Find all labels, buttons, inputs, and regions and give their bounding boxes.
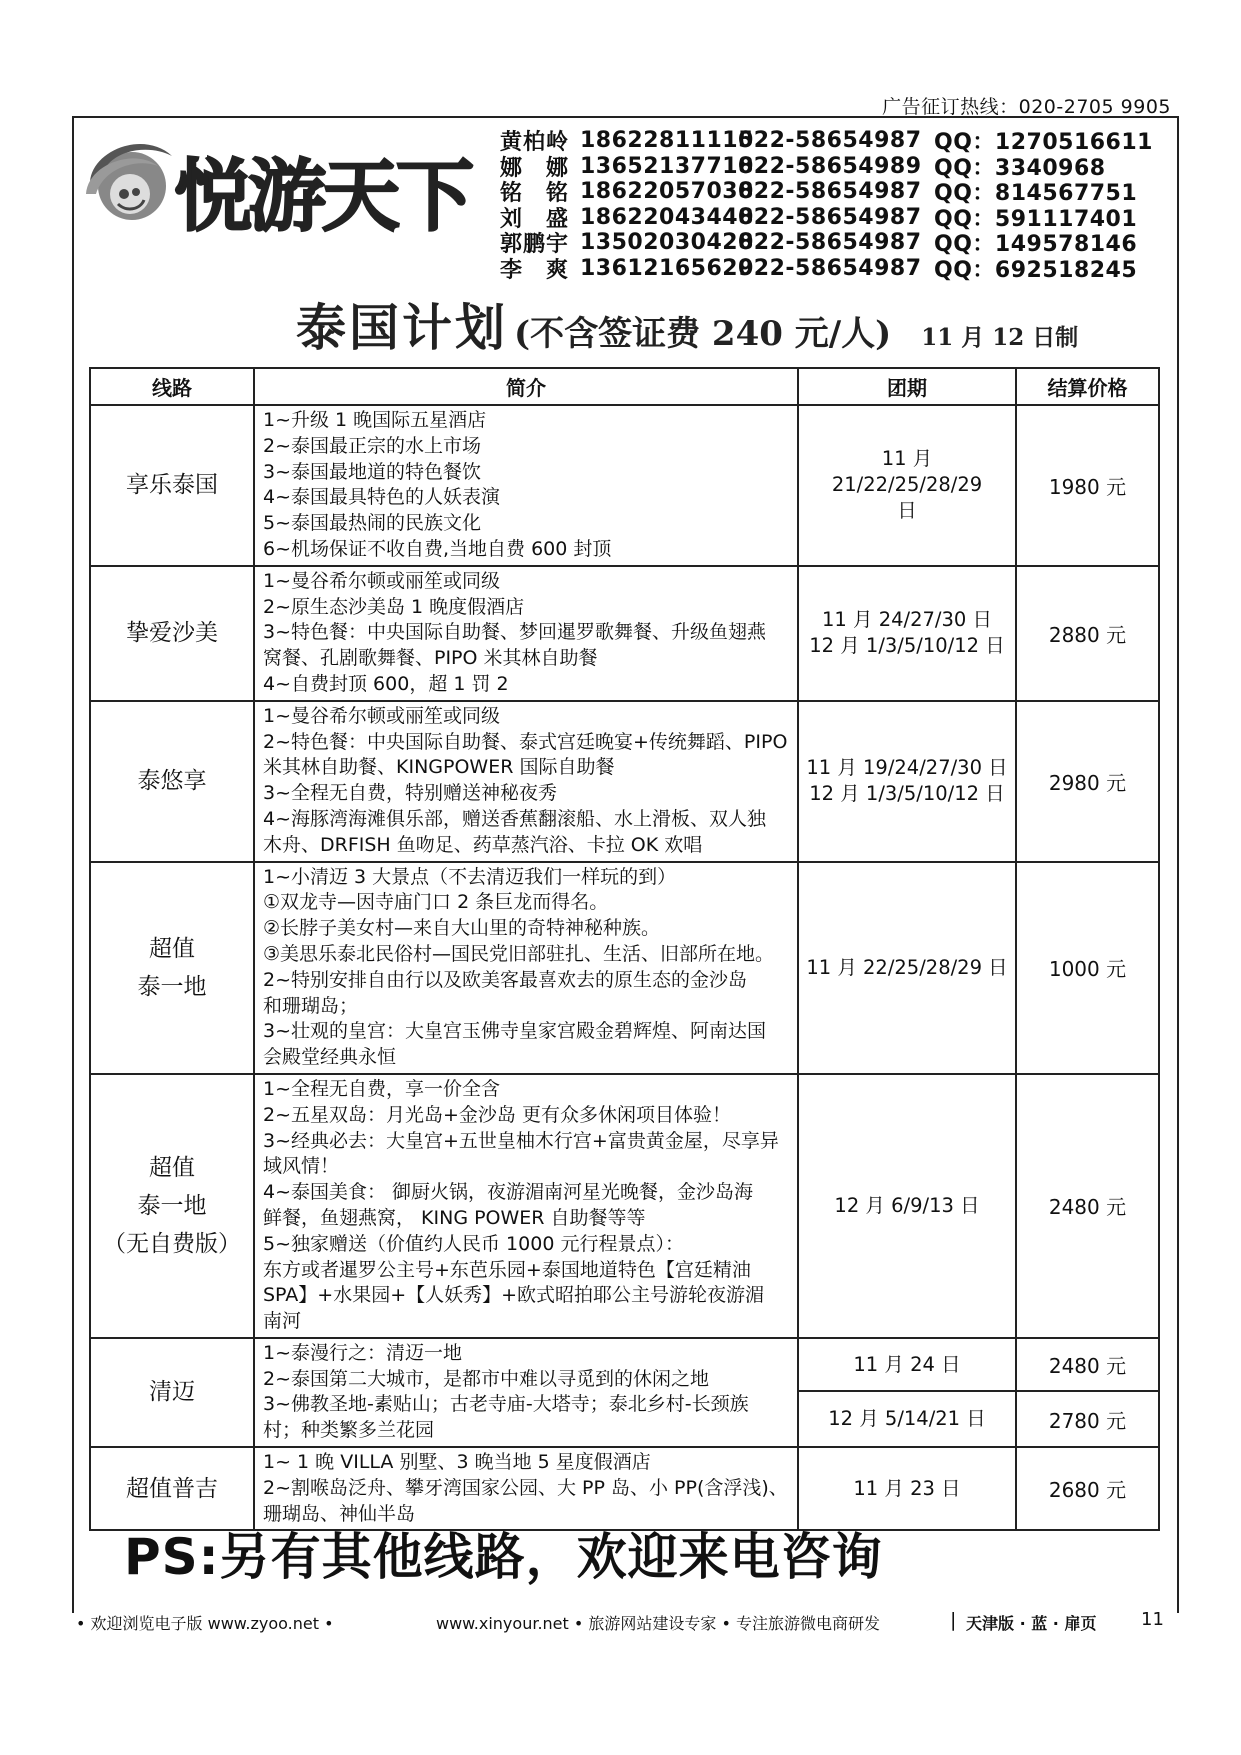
route-dates: 12 月 5/14/21 日 xyxy=(798,1391,1016,1447)
contact-qq: QQ：3340968 xyxy=(934,155,1106,181)
contact-qq: QQ：1270516611 xyxy=(934,130,1153,156)
contact-name: 黄柏岭 xyxy=(500,130,570,156)
contact-name: 铭 铭 xyxy=(500,181,570,207)
contact-mobile: 13502030428 xyxy=(580,230,754,256)
title-date: 11 月 12 日制 xyxy=(921,324,1079,351)
page-title xyxy=(296,288,1166,360)
header-route: 线路 xyxy=(90,368,254,405)
contact-row xyxy=(500,128,1170,154)
route-name: 超值 泰一地 （无自费版） xyxy=(90,1074,254,1338)
contact-row xyxy=(500,205,1170,231)
contact-tel: 022-58654989 xyxy=(738,153,922,179)
tour-plan-table xyxy=(89,367,1160,1531)
contact-mobile: 18622811115 xyxy=(580,128,754,154)
route-price: 2680 元 xyxy=(1016,1447,1159,1530)
route-dates: 11 月 24/27/30 日 12 月 1/3/5/10/12 日 xyxy=(798,566,1016,701)
route-price: 2980 元 xyxy=(1016,701,1159,862)
route-price: 1000 元 xyxy=(1016,862,1159,1074)
logo-text: 悦游天下 xyxy=(174,151,471,242)
contact-mobile: 18622043448 xyxy=(580,204,754,230)
route-name: 超值普吉 xyxy=(90,1447,254,1530)
header-price: 结算价格 xyxy=(1016,368,1159,405)
title-visa-note: (不含签证费 240 元/人) xyxy=(514,314,892,354)
table-row xyxy=(90,405,1159,566)
footer-site-link[interactable]: www.xinyour.net • 旅游网站建设专家 • 专注旅游微电商研发 xyxy=(436,1614,881,1633)
frame-left-border xyxy=(72,116,74,1613)
contact-qq: QQ：692518245 xyxy=(934,257,1138,283)
contact-tel: 022-58654987 xyxy=(738,255,922,281)
route-price: 2480 元 xyxy=(1016,1074,1159,1338)
contact-name: 郭鹏宇 xyxy=(500,232,570,258)
table-row xyxy=(90,566,1159,701)
route-name: 挚爱沙美 xyxy=(90,566,254,701)
contact-qq: QQ：814567751 xyxy=(934,181,1138,207)
contact-name: 李 爽 xyxy=(500,257,570,283)
contact-qq: QQ：149578146 xyxy=(934,232,1138,258)
contact-name: 娜 娜 xyxy=(500,155,570,181)
ad-hotline: 广告征订热线：020-2705 9905 xyxy=(882,96,1171,118)
contact-row xyxy=(500,179,1170,205)
contact-row xyxy=(500,154,1170,180)
route-price: 2880 元 xyxy=(1016,566,1159,701)
globe-swirl-icon xyxy=(82,134,178,230)
route-dates: 11 月 19/24/27/30 日 12 月 1/3/5/10/12 日 xyxy=(798,701,1016,862)
route-price: 2780 元 xyxy=(1016,1391,1159,1447)
route-intro: 1~小清迈 3 大景点（不去清迈我们一样玩的到） ①双龙寺—因寺庙门口 2 条巨龙而得名。 ②长脖子美女村—来自大山里的奇特神秘种族。 ③美思乐泰北民俗村—国民党旧部驻扎、生活、旧部所在地。 2~特别安排自由行以及欧美客最喜欢去的原生态的金沙岛 和珊瑚岛； 3~壮观的皇宫：大皇宫玉佛寺皇家宫殿金碧辉煌、阿南达国 会殿堂经典永恒 xyxy=(254,862,798,1074)
contact-name: 刘 盛 xyxy=(500,206,570,232)
page-footer xyxy=(0,1611,1241,1639)
footer-edition: 天津版 · 蓝 · 扉页 xyxy=(966,1614,1097,1633)
route-intro: 1~泰漫行之：清迈一地 2~泰国第二大城市，是都市中难以寻觅到的休闲之地 3~佛教圣地-素贴山；古老寺庙-大塔寺；泰北乡村-长颈族 村；种类繁多兰花园 xyxy=(254,1338,798,1447)
route-price: 2480 元 xyxy=(1016,1338,1159,1392)
brand-logo xyxy=(82,128,492,248)
route-dates: 11 月 24 日 xyxy=(798,1338,1016,1392)
contact-mobile: 13652137718 xyxy=(580,153,754,179)
contact-tel: 022-58654987 xyxy=(738,230,922,256)
route-dates: 11 月 22/25/28/29 日 xyxy=(798,862,1016,1074)
table-row xyxy=(90,1338,1159,1392)
footer-separator: | xyxy=(950,1609,957,1631)
contact-tel: 022-58654987 xyxy=(738,128,922,154)
route-intro: 1~全程无自费，享一价全含 2~五星双岛：月光岛+金沙岛 更有众多休闲项目体验！ 3~经典必去：大皇宫+五世皇柚木行宫+富贵黄金屋，尽享异 域风情！ 4~泰国美食： 御厨火锅，夜游湄南河星光晚餐，金沙岛海 鲜餐，鱼翅燕窝， KING POWER 自助餐等等 5~独家赠送（价值约人民币 1000 元行程景点）： 东方或者暹罗公主号+东芭乐园+泰国地道特色【宫廷精油 SPA】+水果园+【人妖秀】+欧式昭拍耶公主号游轮夜游湄 南河 xyxy=(254,1074,798,1338)
frame-right-border xyxy=(1177,116,1179,1613)
route-dates: 11 月 23 日 xyxy=(798,1447,1016,1530)
ps-note: PS:另有其他线路，欢迎来电咨询 xyxy=(124,1528,883,1586)
route-intro: 1~ 1 晚 VILLA 别墅、3 晚当地 5 星度假酒店 2~割喉岛泛舟、攀牙湾国家公园、大 PP 岛、小 PP(含浮浅)、 珊瑚岛、神仙半岛 xyxy=(254,1447,798,1530)
route-intro: 1~升级 1 晚国际五星酒店 2~泰国最正宗的水上市场 3~泰国最地道的特色餐饮 4~泰国最具特色的人妖表演 5~泰国最热闹的民族文化 6~机场保证不收自费,当地自费 600 封顶 xyxy=(254,405,798,566)
route-price: 1980 元 xyxy=(1016,405,1159,566)
route-dates: 12 月 6/9/13 日 xyxy=(798,1074,1016,1338)
route-name: 泰悠享 xyxy=(90,701,254,862)
footer-left-link[interactable]: • 欢迎浏览电子版 www.zyoo.net • xyxy=(76,1614,334,1633)
route-name: 超值 泰一地 xyxy=(90,862,254,1074)
route-intro: 1~曼谷希尔顿或丽笙或同级 2~特色餐：中央国际自助餐、泰式宫廷晚宴+传统舞蹈、PIPO 米其林自助餐、KINGPOWER 国际自助餐 3~全程无自费，特别赠送神秘夜秀 4~海豚湾海滩俱乐部，赠送香蕉翻滚船、水上滑板、双人独 木舟、DRFISH 鱼吻足、药草蒸汽浴、卡拉 OK 欢唱 xyxy=(254,701,798,862)
contact-row xyxy=(500,256,1170,282)
table-row xyxy=(90,862,1159,1074)
contact-row xyxy=(500,230,1170,256)
header-intro: 简介 xyxy=(254,368,798,405)
table-header-row xyxy=(90,368,1159,405)
route-name: 清迈 xyxy=(90,1338,254,1447)
contact-tel: 022-58654987 xyxy=(738,204,922,230)
route-intro: 1~曼谷希尔顿或丽笙或同级 2~原生态沙美岛 1 晚度假酒店 3~特色餐：中央国际自助餐、梦回暹罗歌舞餐、升级鱼翅燕 窝餐、孔剧歌舞餐、PIPO 米其林自助餐 4~自费封顶 600，超 1 罚 2 xyxy=(254,566,798,701)
frame-top-border xyxy=(72,116,1178,118)
contact-qq: QQ：591117401 xyxy=(934,206,1138,232)
route-dates: 11 月 21/22/25/28/29 日 xyxy=(798,405,1016,566)
header-dates: 团期 xyxy=(798,368,1016,405)
contact-tel: 022-58654987 xyxy=(738,179,922,205)
contact-mobile: 13612165629 xyxy=(580,255,754,281)
contact-list xyxy=(500,128,1170,281)
table-row xyxy=(90,701,1159,862)
contact-mobile: 18622057038 xyxy=(580,179,754,205)
title-main: 泰国计划 xyxy=(296,298,508,357)
table-row xyxy=(90,1074,1159,1338)
route-name: 享乐泰国 xyxy=(90,405,254,566)
page-number: 11 xyxy=(1141,1609,1164,1630)
